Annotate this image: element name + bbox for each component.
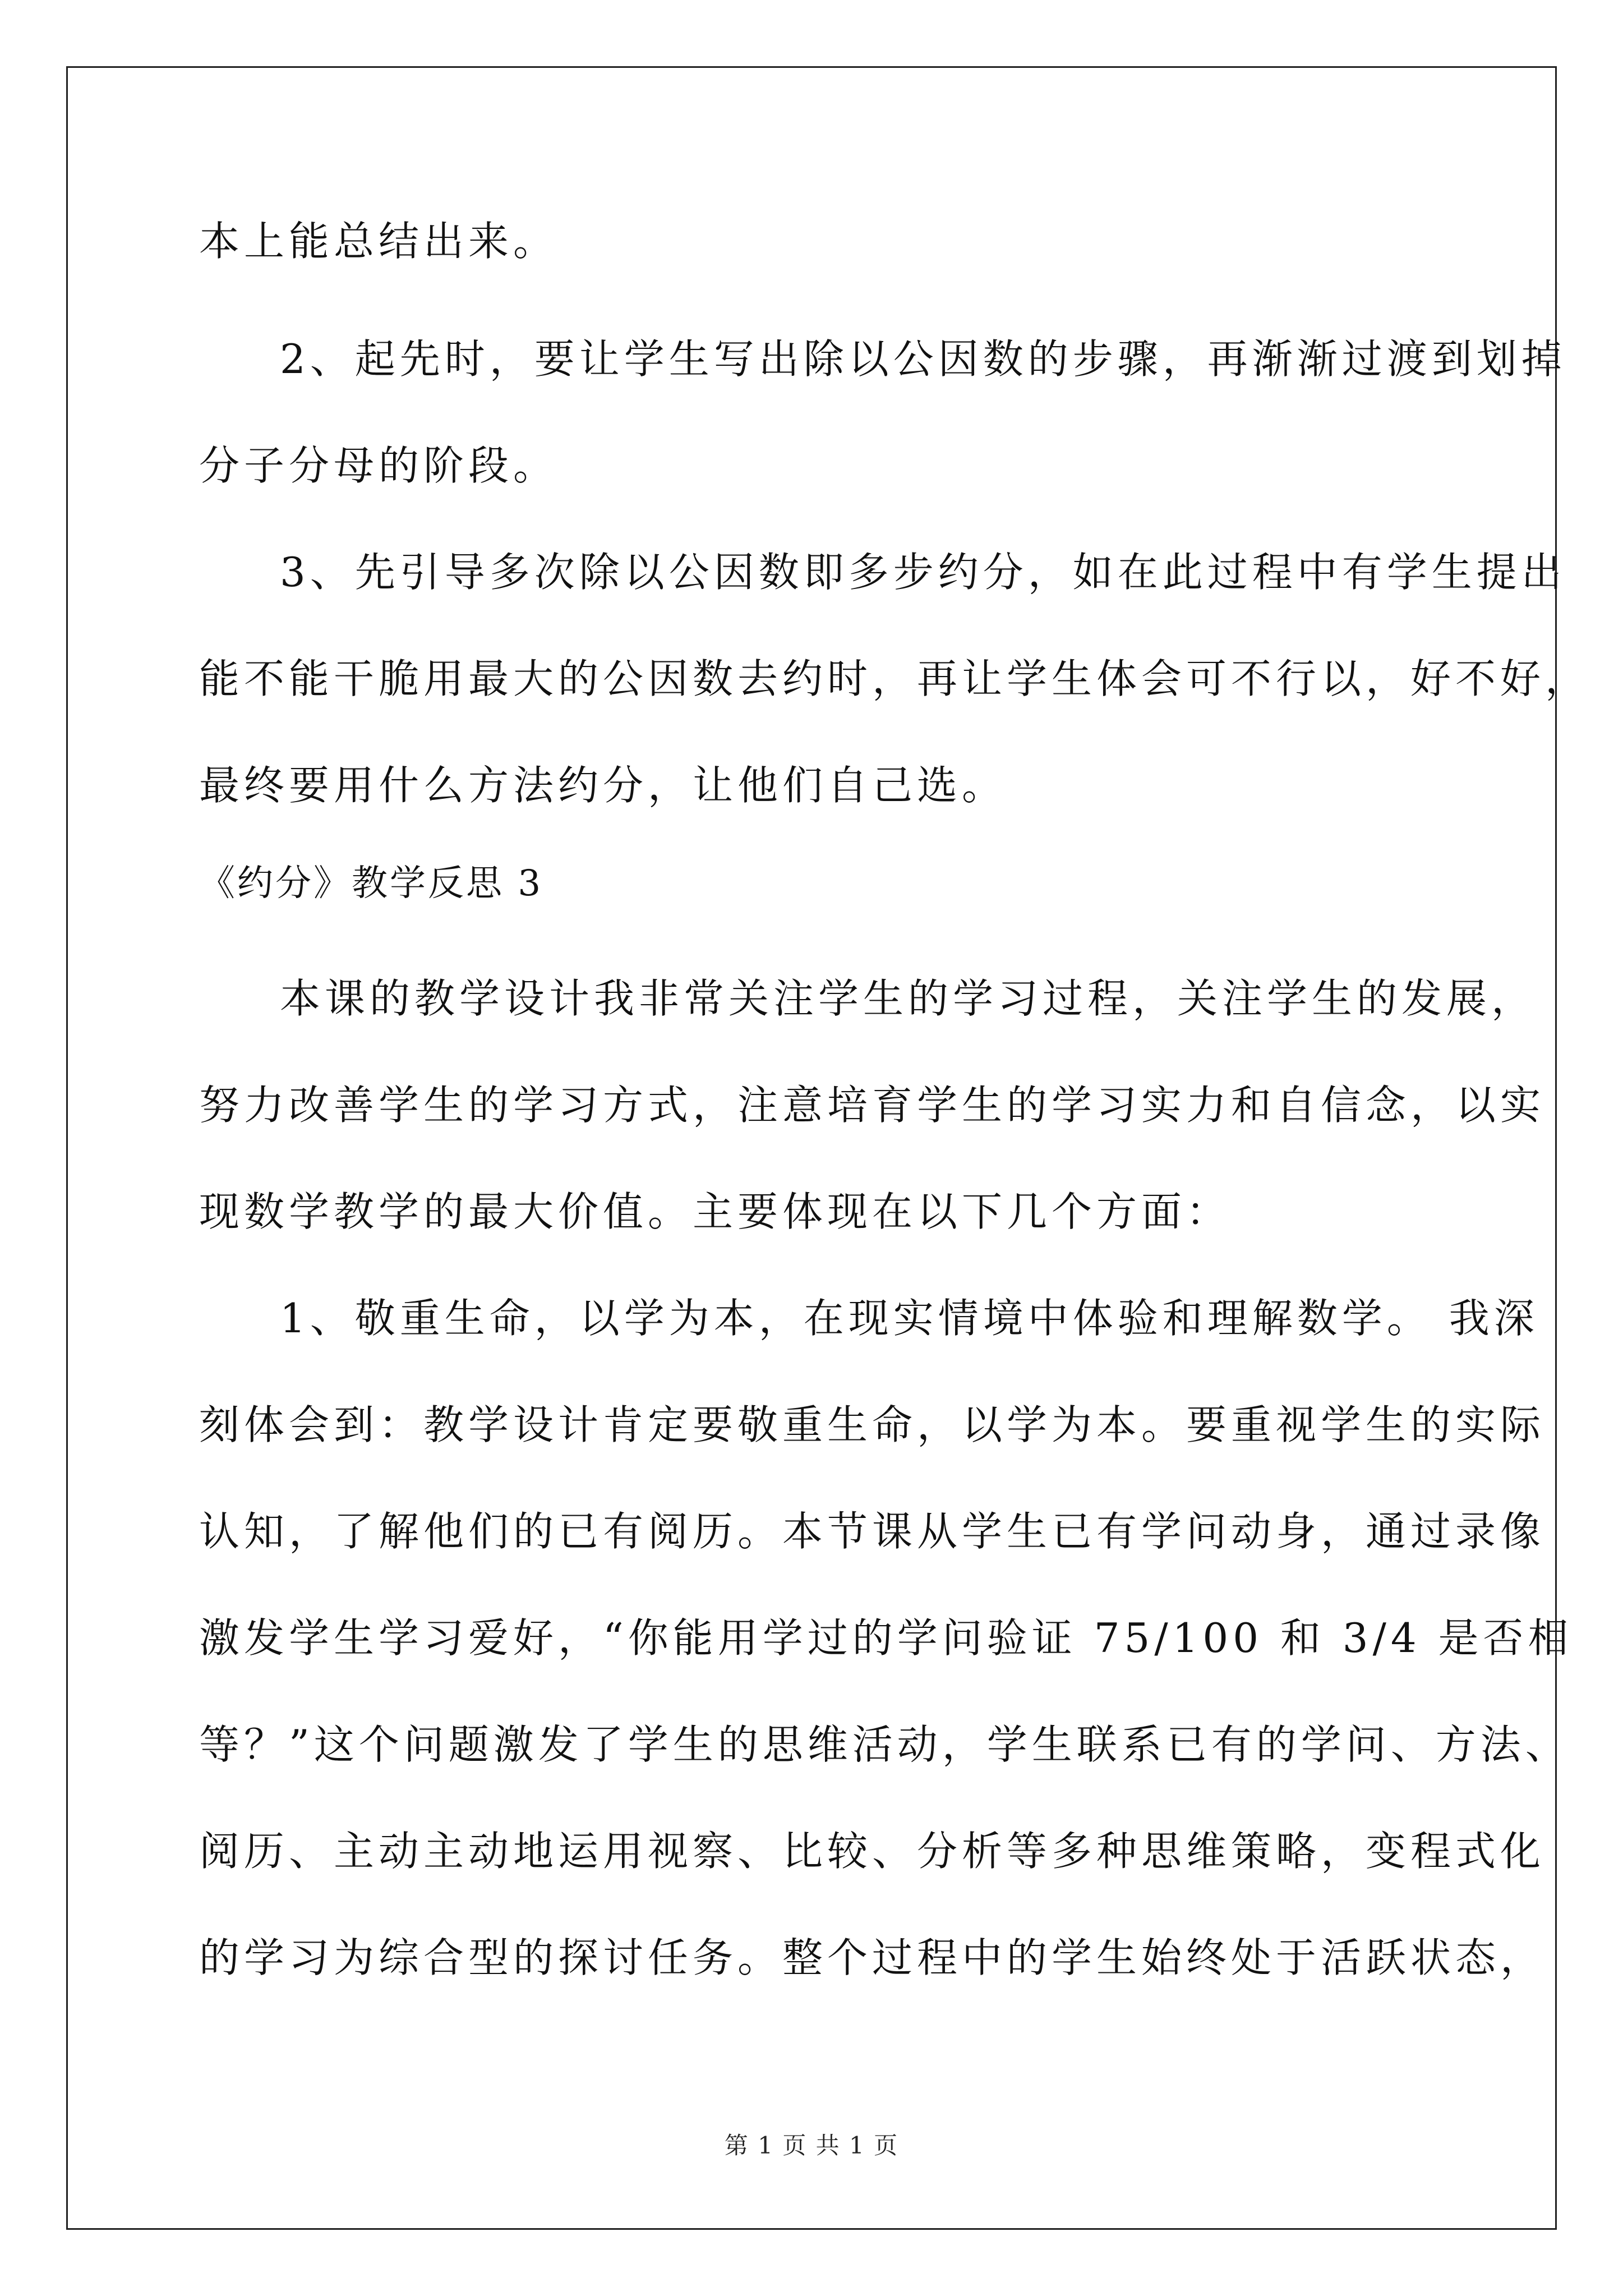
text-line: 激发学生学习爱好，“你能用学过的学问验证 75/100 和 3/4 是否相 [199,1614,1573,1662]
text-line: 认知，了解他们的已有阅历。本节课从学生已有学问动身，通过录像 [199,1508,1546,1555]
text-line: 现数学教学的最大价值。主要体现在以下几个方面： [199,1188,1232,1235]
text-line: 的学习为综合型的探讨任务。整个过程中的学生始终处于活跃状态， [199,1934,1546,1981]
text-line: 努力改善学生的学习方式，注意培育学生的学习实力和自信念，以实 [199,1082,1546,1129]
text-line: 本课的教学设计我非常关注学生的学习过程，关注学生的发展， [280,975,1537,1022]
text-line: 刻体会到：教学设计肯定要敬重生命，以学为本。要重视学生的实际 [199,1401,1546,1448]
page-border [66,66,1557,2230]
text-line: 3、先引导多次除以公因数即多步约分，如在此过程中有学生提出 [280,549,1566,596]
text-line: 阅历、主动主动地运用视察、比较、分析等多种思维策略，变程式化 [199,1828,1546,1875]
page-number-footer: 第 1 页 共 1 页 [724,2132,899,2159]
text-line: 本上能总结出来。 [199,218,559,265]
text-line: 2、起先时，要让学生写出除以公因数的步骤，再渐渐过渡到划掉 [280,335,1566,383]
text-line: 等？”这个问题激发了学生的思维活动，学生联系已有的学问、方法、 [199,1721,1570,1768]
text-line: 最终要用什么方法约分，让他们自己选。 [199,762,1007,809]
text-line: 1、敬重生命，以学为本，在现实情境中体验和理解数学。 我深 [280,1295,1539,1342]
text-line: 分子分母的阶段。 [199,442,559,489]
section-heading: 《约分》教学反思 3 [199,863,543,904]
text-line: 能不能干脆用最大的公因数去约时，再让学生体会可不行以，好不好， [199,655,1590,702]
